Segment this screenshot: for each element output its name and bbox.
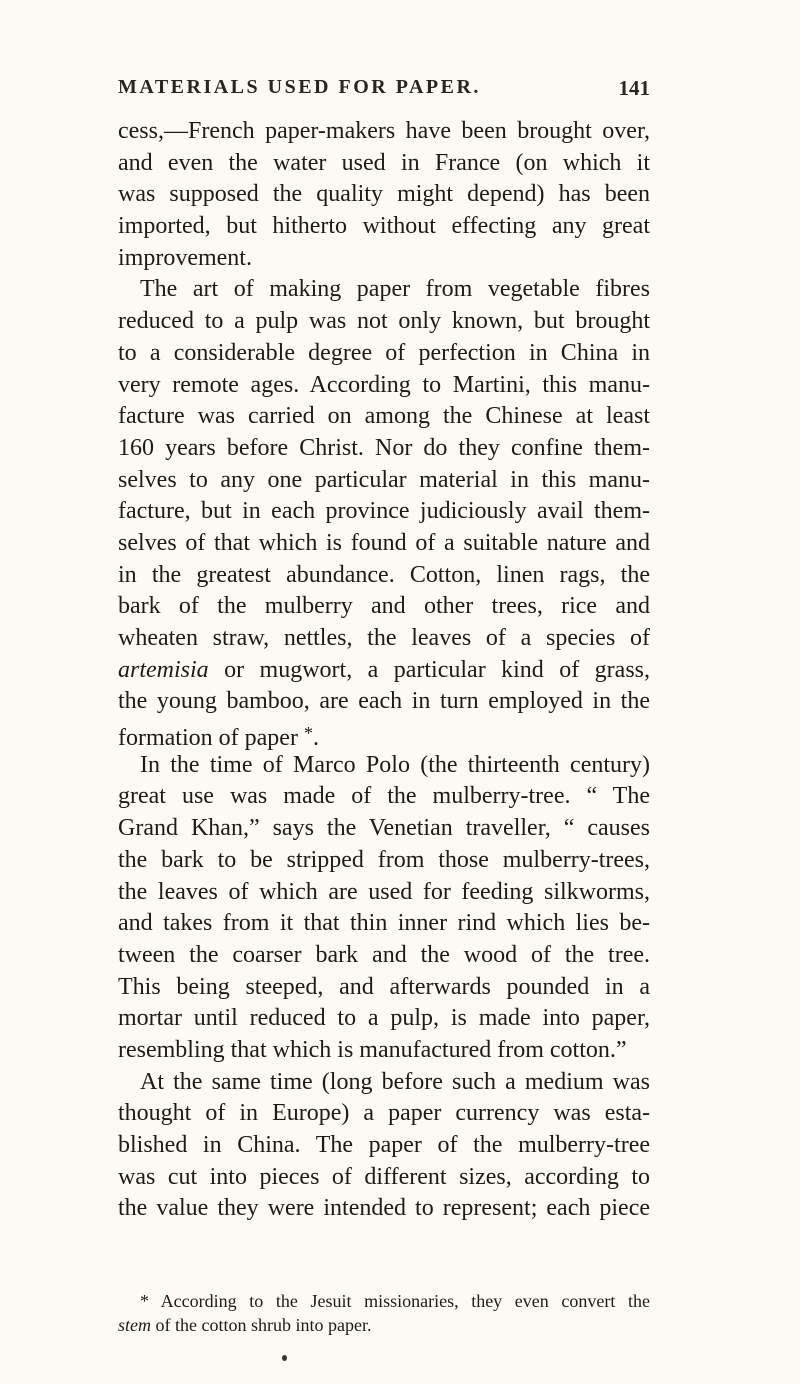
- text-line: In the time of Marco Polo (the thirteenth century): [140, 751, 650, 778]
- text-line: bark of the mulberry and other trees, rice and: [118, 593, 650, 620]
- text-line: [118, 655, 650, 687]
- printer-mark: [282, 1355, 287, 1361]
- text-line: the bark to be stripped from those mulberry-trees,: [118, 846, 650, 873]
- text-line: thought of in Europe) a paper currency was esta-: [118, 1100, 650, 1127]
- text-line: very remote ages. According to Martini, this manu-: [118, 371, 650, 398]
- text-run: or mugwort, a particular kind of grass,: [208, 656, 650, 683]
- text-line: imported, but hitherto without effecting any great: [118, 213, 650, 240]
- book-page: [118, 0, 650, 1384]
- text-line: selves of that which is found of a suitable nature and: [118, 529, 650, 556]
- text-line: in the greatest abundance. Cotton, linen rags, the: [118, 561, 650, 588]
- text-line: the young bamboo, are each in turn employed in the: [118, 688, 650, 715]
- text-line: At the same time (long before such a medium was: [140, 1068, 650, 1095]
- running-head: [118, 76, 650, 106]
- text-line: reduced to a pulp was not only known, but brought: [118, 308, 650, 335]
- text-run: of the cotton shrub into paper.: [151, 1315, 372, 1335]
- text-line: was cut into pieces of different sizes, according to: [118, 1163, 650, 1190]
- text-line: [118, 718, 650, 750]
- text-line: Grand Khan,” says the Venetian traveller, “ causes: [118, 815, 650, 842]
- italic-word: artemisia: [118, 656, 209, 683]
- italic-word: stem: [118, 1315, 151, 1335]
- text-run: formation of paper: [118, 725, 304, 752]
- text-line: cess,—French paper-makers have been brought over,: [118, 118, 650, 144]
- text-line: and takes from it that thin inner rind which lies be-: [118, 910, 650, 937]
- text-line: tween the coarser bark and the wood of the tree.: [118, 941, 650, 968]
- text-line: great use was made of the mulberry-tree. “ The: [118, 783, 650, 810]
- text-line: the value they were intended to represent; each piece: [118, 1195, 650, 1222]
- footnote-line: * According to the Jesuit missionaries, they even convert the: [140, 1291, 650, 1311]
- text-line: to a considerable degree of perfection in China in: [118, 339, 650, 366]
- text-line: facture was carried on among the Chinese at least: [118, 403, 650, 430]
- text-line: selves to any one particular material in this manu-: [118, 466, 650, 493]
- text-line: the leaves of which are used for feeding silkworms,: [118, 878, 650, 905]
- footnote-line: [118, 1313, 650, 1337]
- body-text: [118, 116, 650, 1225]
- text-line: mortar until reduced to a pulp, is made into paper,: [118, 1005, 650, 1032]
- text-line: and even the water used in France (on which it: [118, 149, 650, 176]
- footnote: [118, 1289, 650, 1337]
- text-line: This being steeped, and afterwards pounded in a: [118, 973, 650, 1000]
- text-line: wheaten straw, nettles, the leaves of a species of: [118, 625, 650, 651]
- text-line: 160 years before Christ. Nor do they confine them-: [118, 434, 650, 461]
- text-line: improvement.: [118, 244, 252, 271]
- text-line: blished in China. The paper of the mulberry-tree: [118, 1132, 650, 1158]
- text-line: facture, but in each province judiciously avail them-: [118, 498, 650, 525]
- text-line: The art of making paper from vegetable fibres: [140, 276, 650, 303]
- page-number: 141: [618, 76, 650, 100]
- running-title: MATERIALS USED FOR PAPER.: [118, 76, 481, 98]
- footnote-mark: *: [303, 723, 313, 744]
- text-run: .: [312, 725, 319, 752]
- text-line: was supposed the quality might depend) has been: [118, 181, 650, 208]
- text-line: resembling that which is manufactured from cotton.”: [118, 1036, 627, 1063]
